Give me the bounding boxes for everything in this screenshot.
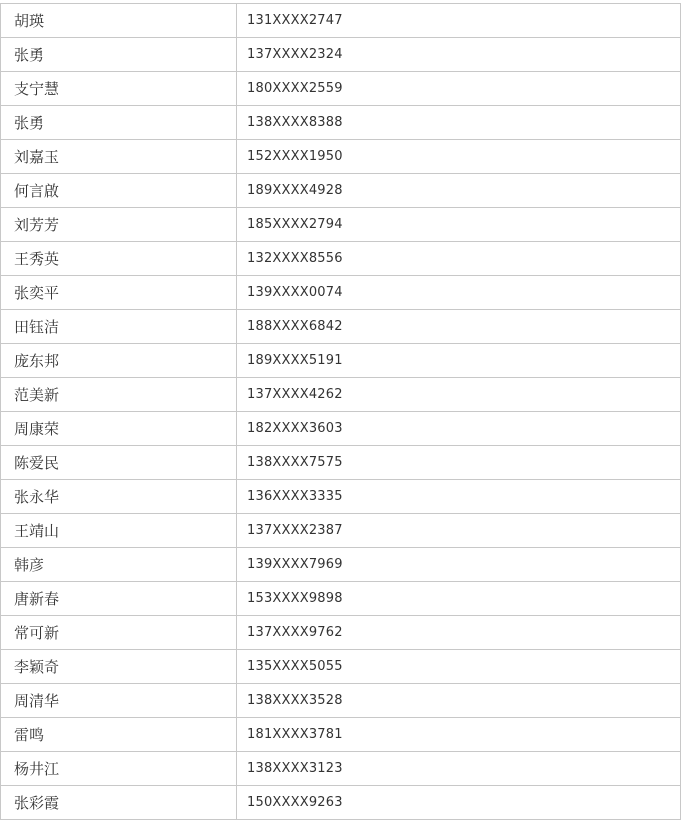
table-row [1,242,681,276]
name-cell: 陈爱民 [1,446,237,480]
table-row [1,718,681,752]
table-row [1,412,681,446]
table-row [1,786,681,820]
table-row [1,174,681,208]
phone-cell: 182XXXX3603 [237,412,681,446]
name-cell: 胡瑛 [1,4,237,38]
phone-cell: 137XXXX9762 [237,616,681,650]
table-row [1,684,681,718]
phone-cell: 137XXXX2324 [237,38,681,72]
table-row [1,616,681,650]
name-cell: 张彩霞 [1,786,237,820]
phone-cell: 138XXXX7575 [237,446,681,480]
name-cell: 王秀英 [1,242,237,276]
table-row [1,310,681,344]
table-row [1,106,681,140]
table-row [1,378,681,412]
name-cell: 何言啟 [1,174,237,208]
name-cell: 王靖山 [1,514,237,548]
phone-cell: 131XXXX2747 [237,4,681,38]
name-cell: 雷鸣 [1,718,237,752]
name-cell: 韩彦 [1,548,237,582]
name-cell: 杨井江 [1,752,237,786]
name-cell: 范美新 [1,378,237,412]
phone-cell: 150XXXX9263 [237,786,681,820]
phone-cell: 188XXXX6842 [237,310,681,344]
phone-cell: 180XXXX2559 [237,72,681,106]
phone-cell: 138XXXX8388 [237,106,681,140]
table-row [1,208,681,242]
phone-cell: 152XXXX1950 [237,140,681,174]
contact-table-container [0,3,681,820]
table-row [1,514,681,548]
contact-table [0,3,681,820]
phone-cell: 132XXXX8556 [237,242,681,276]
name-cell: 张永华 [1,480,237,514]
name-cell: 张勇 [1,106,237,140]
table-row [1,480,681,514]
phone-cell: 153XXXX9898 [237,582,681,616]
name-cell: 刘芳芳 [1,208,237,242]
table-row [1,38,681,72]
name-cell: 庞东邦 [1,344,237,378]
phone-cell: 181XXXX3781 [237,718,681,752]
name-cell: 支宁慧 [1,72,237,106]
table-row [1,140,681,174]
table-row [1,752,681,786]
contact-table-body [1,4,681,820]
table-row [1,344,681,378]
name-cell: 周康荣 [1,412,237,446]
table-row [1,548,681,582]
name-cell: 张勇 [1,38,237,72]
table-row [1,72,681,106]
name-cell: 唐新春 [1,582,237,616]
phone-cell: 138XXXX3528 [237,684,681,718]
name-cell: 刘嘉玉 [1,140,237,174]
table-row [1,276,681,310]
name-cell: 常可新 [1,616,237,650]
table-row [1,4,681,38]
phone-cell: 137XXXX4262 [237,378,681,412]
name-cell: 张奕平 [1,276,237,310]
phone-cell: 138XXXX3123 [237,752,681,786]
phone-cell: 139XXXX0074 [237,276,681,310]
phone-cell: 136XXXX3335 [237,480,681,514]
name-cell: 李颖奇 [1,650,237,684]
phone-cell: 189XXXX5191 [237,344,681,378]
name-cell: 田钰洁 [1,310,237,344]
table-row [1,582,681,616]
phone-cell: 137XXXX2387 [237,514,681,548]
table-row [1,446,681,480]
name-cell: 周清华 [1,684,237,718]
phone-cell: 185XXXX2794 [237,208,681,242]
phone-cell: 135XXXX5055 [237,650,681,684]
phone-cell: 139XXXX7969 [237,548,681,582]
phone-cell: 189XXXX4928 [237,174,681,208]
table-row [1,650,681,684]
